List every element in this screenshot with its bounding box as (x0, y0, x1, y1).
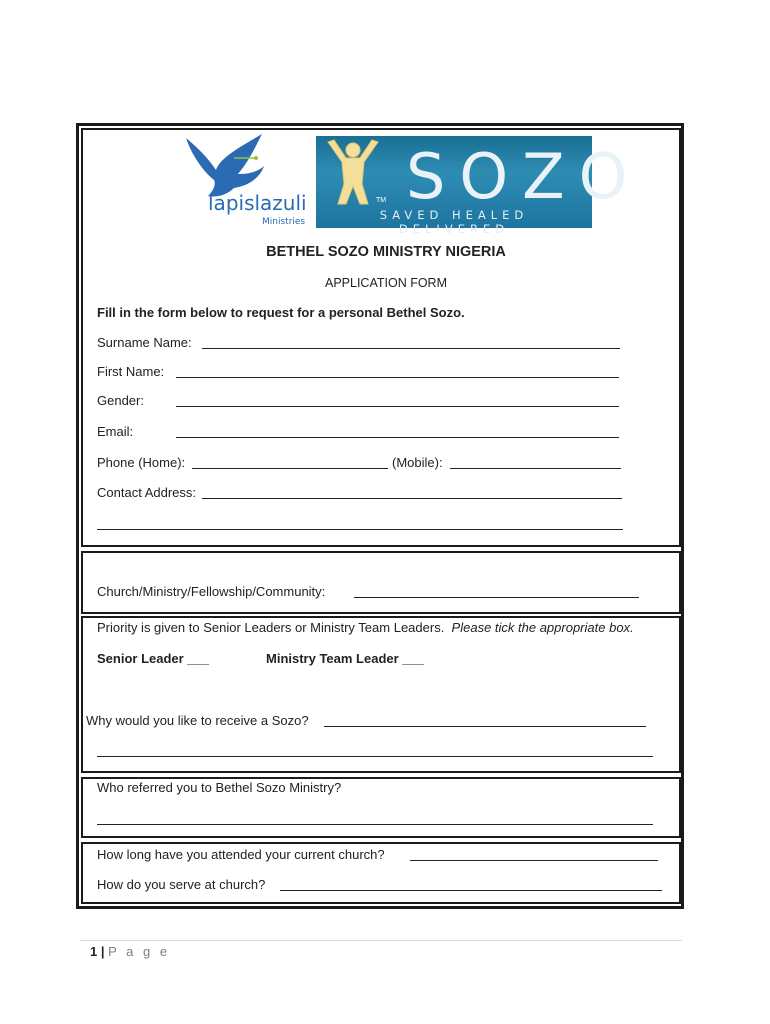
sozo-wordmark: SOZO (406, 140, 642, 213)
form-instruction: Fill in the form below to request for a personal Bethel Sozo. (97, 305, 465, 320)
footer-divider (80, 940, 682, 941)
surname-label: Surname Name: (97, 335, 192, 350)
gender-input[interactable] (176, 406, 619, 407)
referred-input[interactable] (97, 824, 653, 825)
page-separator: | (100, 944, 105, 959)
priority-note: Priority is given to Senior Leaders or Ministry Team Leaders. Please tick the appropriate box. (97, 620, 634, 635)
trademark-label: TM (376, 197, 387, 204)
sozo-logo (316, 136, 642, 236)
first-name-label: First Name: (97, 364, 165, 379)
church-input[interactable] (354, 597, 639, 598)
page-footer (90, 944, 170, 959)
email-label: Email: (97, 424, 134, 439)
form-title: BETHEL SOZO MINISTRY NIGERIA (266, 244, 506, 260)
priority-section (81, 616, 681, 773)
address-input[interactable] (202, 498, 622, 499)
address-input-line2[interactable] (97, 529, 623, 530)
dove-icon (178, 128, 314, 228)
address-label: Contact Address: (97, 485, 196, 500)
email-input[interactable] (176, 437, 619, 438)
phone-mobile-input[interactable] (450, 468, 621, 469)
church-label: Church/Ministry/Fellowship/Community: (97, 584, 326, 599)
first-name-input[interactable] (176, 377, 619, 378)
phone-home-label: Phone (Home): (97, 455, 186, 470)
referred-label: Who referred you to Bethel Sozo Ministry? (97, 780, 342, 795)
serve-input[interactable] (280, 890, 662, 891)
form-subtitle: APPLICATION FORM (324, 276, 447, 290)
gender-label: Gender: (97, 393, 144, 408)
phone-mobile-label: (Mobile): (392, 455, 443, 470)
svg-text:lapislazuli: lapislazuli (208, 191, 307, 215)
church-section (81, 551, 681, 614)
serve-label: How do you serve at church? (97, 877, 266, 892)
attendance-input[interactable] (410, 860, 658, 861)
senior-leader-checkbox[interactable]: Senior Leader ___ (97, 651, 209, 666)
team-leader-checkbox[interactable]: Ministry Team Leader ___ (266, 651, 424, 666)
phone-home-input[interactable] (192, 468, 388, 469)
lapislazuli-logo (178, 128, 314, 228)
sozo-tagline: SAVED HEALED DELIVERED (379, 208, 529, 236)
why-sozo-input-line2[interactable] (97, 756, 653, 757)
attendance-label: How long have you attended your current church? (97, 847, 385, 862)
why-sozo-input[interactable] (324, 726, 646, 727)
svg-text:Ministries: Ministries (262, 217, 306, 227)
page-label: P a g e (108, 944, 171, 959)
surname-input[interactable] (202, 348, 620, 349)
page-number: 1 (90, 944, 98, 959)
why-sozo-label: Why would you like to receive a Sozo? (86, 713, 309, 728)
